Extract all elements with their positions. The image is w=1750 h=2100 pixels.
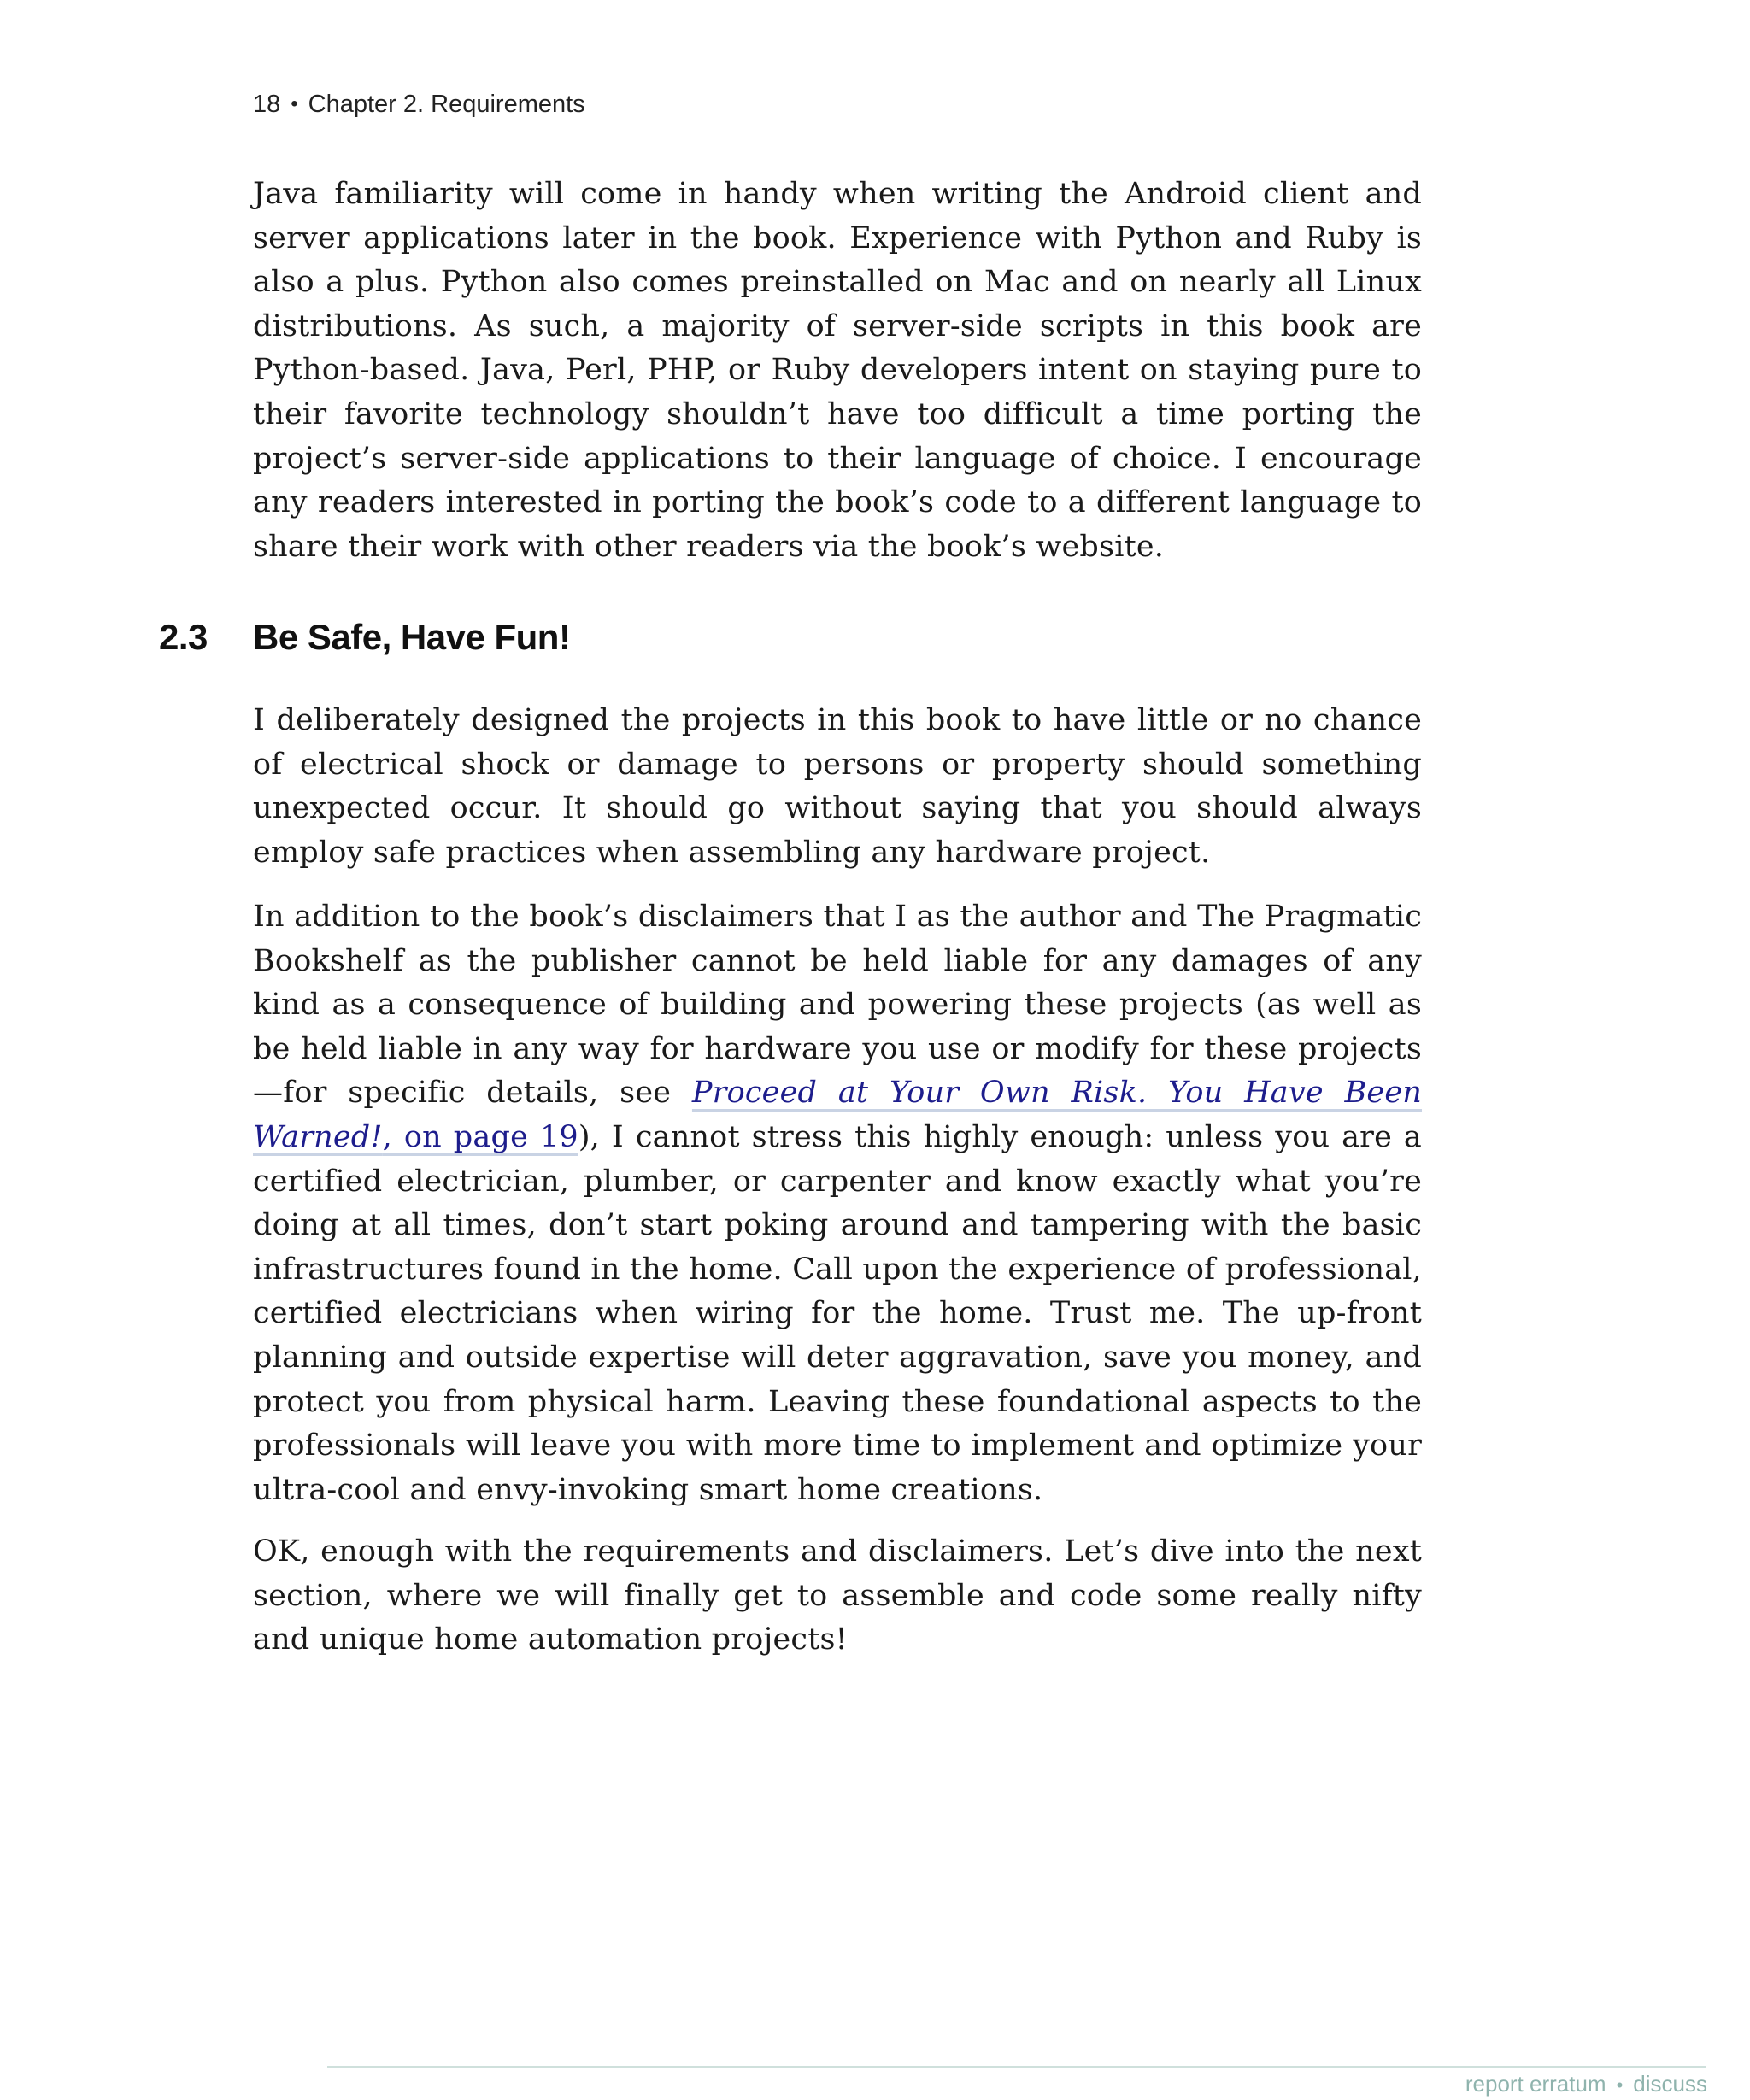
chapter-title: Chapter 2. Requirements: [308, 91, 585, 118]
discuss-link[interactable]: discuss: [1633, 2071, 1707, 2097]
paragraph-safety-design: I deliberately designed the projects in this book to have little or no chance of electrical shock or damage to persons or property should something unexpected occur. It should go without saying that you should always employ safe practices when assembling any hardware project.: [253, 703, 1422, 870]
footer-separator: •: [1616, 2074, 1624, 2096]
footer-divider: [327, 2066, 1706, 2068]
paragraph-disclaimers: [253, 895, 1422, 1512]
disclaimer-text-after: ), I cannot stress this highly enough: unless you are a certified electrician, plumber, or carpenter and know exactly what you’re doing at all times, don’t start poking around and tampering with the basic infrastructures found in the home. Call upon the experience of professional, certified electricians when wiring for the home. Trust me. The up-front planning and outside expertise will deter aggravation, save you money, and protect you from physical harm. Leaving these foundational aspects to the professionals will leave you with more time to implement and optimize your ultra-cool and envy-invoking smart home creations.: [253, 1119, 1422, 1507]
report-erratum-link[interactable]: report erratum: [1465, 2071, 1606, 2097]
disclaimer-text-before: In addition to the book’s disclaimers that I as the author and The Pragmatic Bookshelf as the publisher cannot be held liable for any damages of any kind as a consequence of building and powering these projects (as well as be held liable in any way for hardware you use or modify for these projects—for specific details, see: [253, 900, 1422, 1111]
page-number: 18: [253, 91, 281, 118]
footer-links: [1465, 2071, 1707, 2097]
paragraph-language-familiarity: Java familiarity will come in handy when writing the Android client and server applications later in the book. Experience with Python and Ruby is also a plus. Python also comes preinstalled on Mac and on nearly all Linux distributions. As such, a majority of server-side scripts in this book are Python-based. Java, Perl, PHP, or Ruby developers intent on staying pure to their favorite technology shouldn’t have too difficult a time porting the project’s server-side applications to their language of choice. I encourage any readers interested in porting the book’s code to a different language to share their work with other readers via the book’s website.: [253, 177, 1422, 564]
section-number: 2.3: [159, 617, 208, 657]
section-heading: [159, 617, 570, 658]
running-head: [253, 91, 585, 119]
paragraph-closing: OK, enough with the requirements and disclaimers. Let’s dive into the next section, where we will finally get to assemble and code some really nifty and unique home automation projects!: [253, 1534, 1422, 1657]
cross-reference-title: Proceed at Your Own Risk. You Have Been Warned!: [253, 1076, 1423, 1154]
cross-reference-page: , on page 19: [382, 1119, 578, 1154]
bullet-separator: •: [291, 92, 298, 115]
section-title: Be Safe, Have Fun!: [253, 617, 571, 657]
